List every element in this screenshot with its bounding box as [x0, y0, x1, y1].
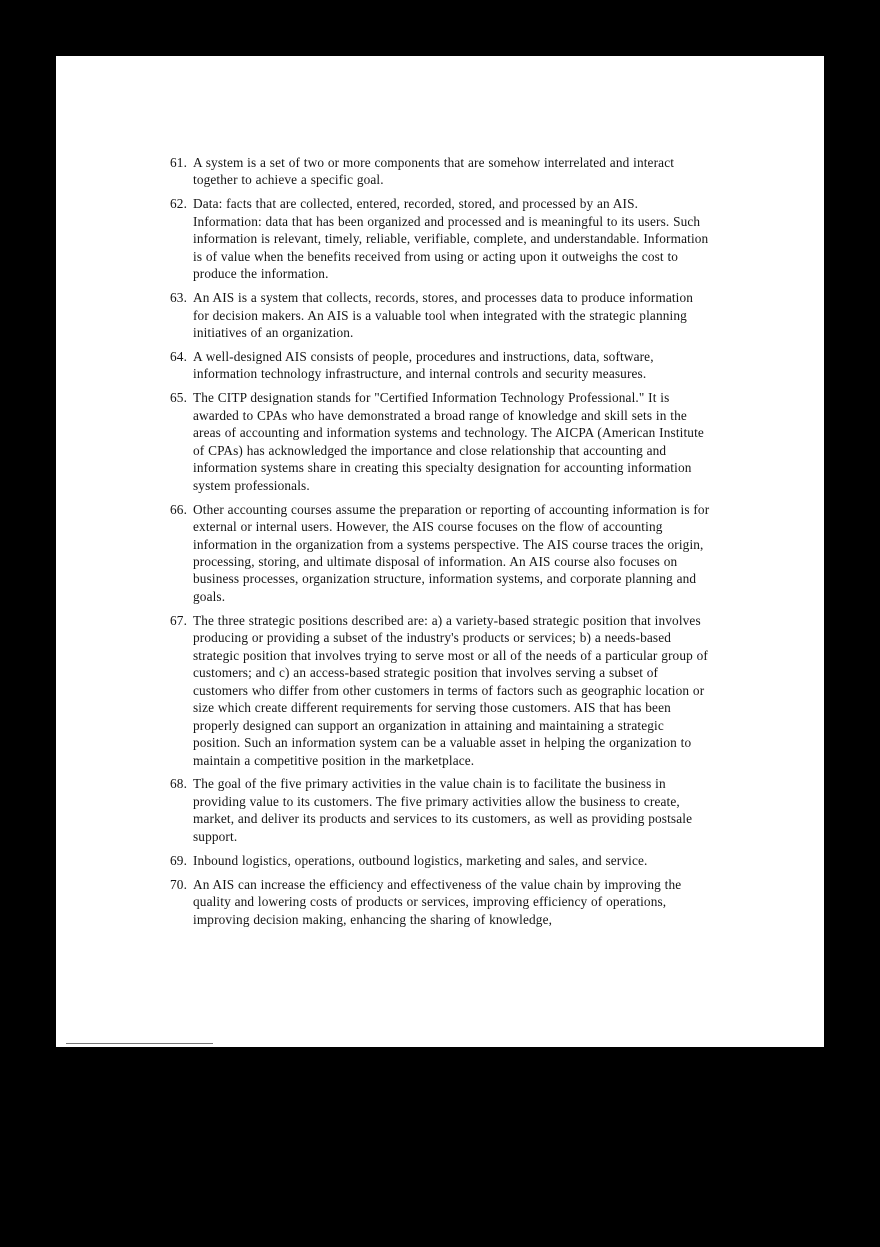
- answer-text: An AIS can increase the efficiency and effectiveness of the value chain by improving the quality and lowering costs of products or services, improving efficiency of operations, improving decision making, enhancing the sharing of knowledge,: [193, 876, 682, 927]
- answer-text: Inbound logistics, operations, outbound logistics, marketing and sales, and service.: [193, 852, 648, 868]
- list-item: [170, 501, 710, 606]
- answer-number: 66.: [170, 501, 188, 517]
- list-item: [170, 389, 710, 494]
- list-item: [170, 775, 710, 845]
- answer-text: The CITP designation stands for "Certified Information Technology Professional." It is awarded to CPAs who have demonstrated a broad range of knowledge and skill sets in the areas of accounting and information systems and technology. The AICPA (American Institute of CPAs) has acknowledged the importance and close relationship that accounting and information systems share in creating this specialty designation for accounting information system professionals.: [193, 390, 704, 493]
- answer-number: 65.: [170, 390, 188, 406]
- answer-number: 61.: [170, 155, 188, 170]
- list-item: [170, 612, 710, 769]
- answer-text: An AIS is a system that collects, records, stores, and processes data to produce information for decision makers. An AIS is a valuable tool when integrated with the strategic planning initiatives of an organization.: [193, 290, 694, 341]
- answer-number: 70.: [170, 876, 188, 892]
- answer-number: 63.: [170, 290, 188, 306]
- answer-number: 68.: [170, 776, 188, 792]
- footnote-separator-rule: [66, 1043, 213, 1044]
- answer-number: 64.: [170, 349, 188, 365]
- answer-text: A well-designed AIS consists of people, procedures and instructions, data, software, information technology infrastructure, and internal controls and security measures.: [193, 349, 654, 382]
- answer-number: 67.: [170, 612, 188, 628]
- list-item: [170, 348, 710, 383]
- list-item: [170, 852, 710, 869]
- document-page-sheet: [56, 56, 824, 1047]
- answer-number: 69.: [170, 852, 188, 868]
- answer-key-content: [170, 154, 710, 928]
- list-item: [170, 154, 710, 189]
- answer-text: A system is a set of two or more components that are somehow interrelated and interact together to achieve a specific goal.: [193, 155, 675, 188]
- answer-text: The three strategic positions described are: a) a variety-based strategic position that involves producing or providing a subset of the industry's products or services; b) a needs-based strategic position that involves trying to serve most or all of the needs of a particular group of customers; and c) an access-based strategic position that involves serving a subset of customers who differ from other customers in terms of factors such as geographic location or size which create different requirements for serving those customers. AIS that has been properly designed can support an organization in attaining and maintaining a strategic position. Such an information system can be a valuable asset in helping the organization to maintain a competitive position in the marketplace.: [193, 612, 708, 768]
- list-item: [170, 289, 710, 341]
- answer-list: [170, 154, 710, 928]
- list-item: [170, 876, 710, 928]
- answer-number: 62.: [170, 196, 188, 212]
- list-item: [170, 195, 710, 282]
- answer-text: Data: facts that are collected, entered, recorded, stored, and processed by an AIS. Information: data that has been organized and processed and is meaningful to its users. Such information is relevant, timely, reliable, verifiable, complete, and understandable. Information is of value when the benefits received from using or acting upon it outweighs the cost to produce the information.: [193, 196, 709, 282]
- answer-text: Other accounting courses assume the preparation or reporting of accounting information is for external or internal users. However, the AIS course focuses on the flow of accounting information in the organization from a systems perspective. The AIS course traces the origin, processing, storing, and ultimate disposal of information. An AIS course also focuses on business processes, organization structure, information systems, and corporate planning and goals.: [193, 501, 710, 604]
- answer-text: The goal of the five primary activities in the value chain is to facilitate the business in providing value to its customers. The five primary activities allow the business to create, market, and deliver its products and services to its customers, as well as providing postsale support.: [193, 776, 693, 844]
